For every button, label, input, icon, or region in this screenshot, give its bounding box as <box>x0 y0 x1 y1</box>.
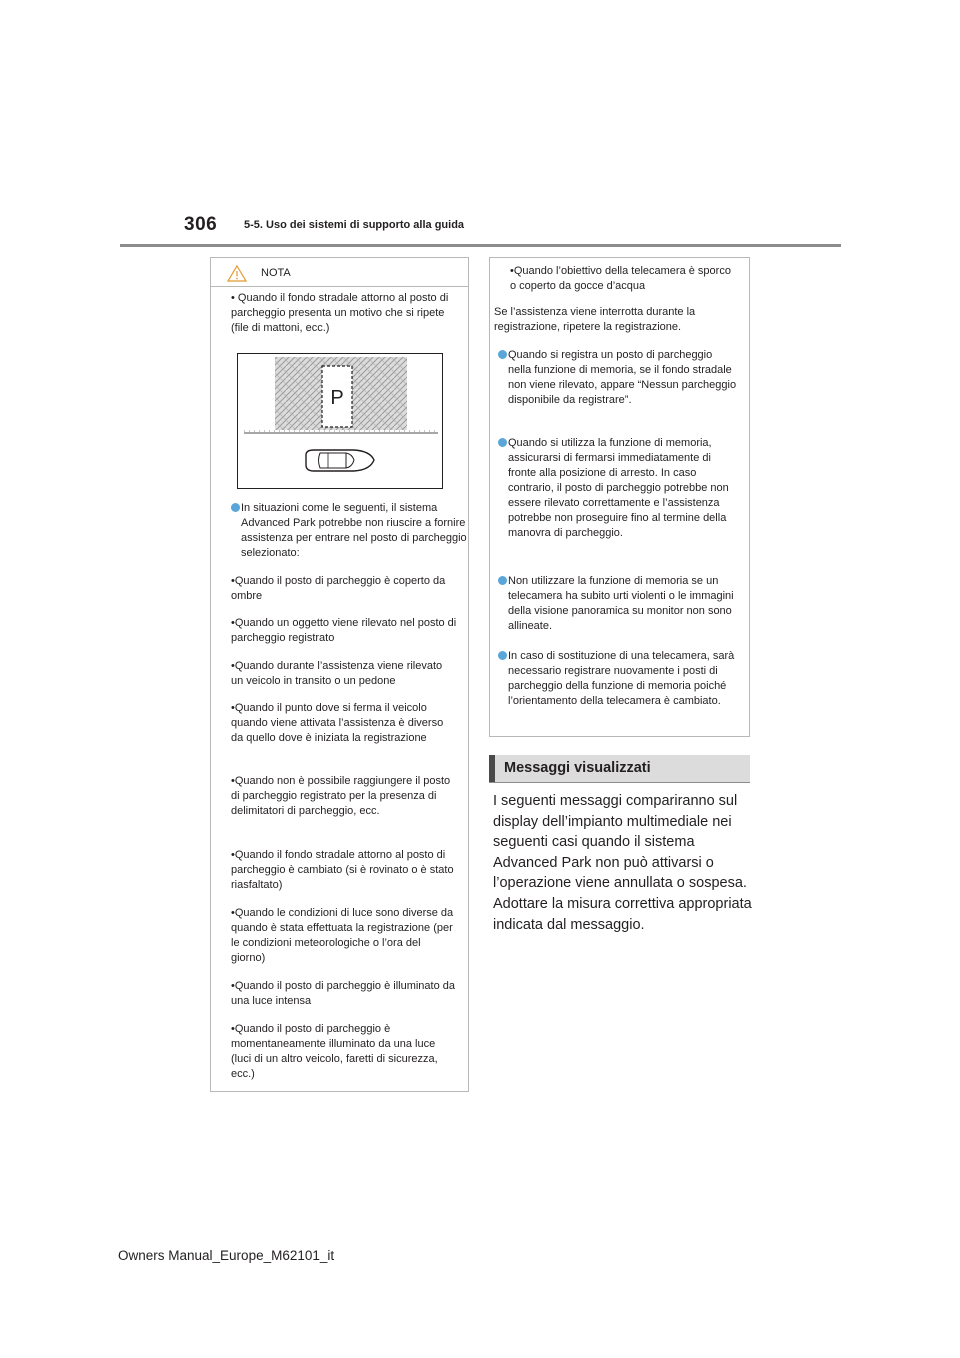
bullet-text: Quando il fondo stradale attorno al posto di parcheggio presenta un motivo che si ripete (file di mattoni, ecc.) <box>231 292 449 334</box>
situation-item: •Quando il posto di parcheggio è illuminato da una luce intensa <box>231 980 456 1007</box>
situation-item: •Quando non è possibile raggiungere il posto di parcheggio registrato per la presenza di delimitatori di parcheggio, ecc. <box>231 775 451 817</box>
messages-heading-label: Messaggi visualizzati <box>504 760 651 776</box>
lens-bullet: •Quando l’obiettivo della telecamera è sporco o coperto da gocce d’acqua <box>510 265 731 292</box>
situation-item: •Quando il punto dove si ferma il veicolo quando viene attivata l’assistenza è diverso da quello dove è iniziata la registrazione <box>231 702 444 744</box>
nota-bullet-repeating-pattern <box>215 291 457 336</box>
footer-text: Owners Manual_Europe_M62101_it <box>118 1248 335 1263</box>
situation-item: •Quando durante l’assistenza viene rilevato un veicolo in transito o un pedone <box>231 660 443 687</box>
situation-item: •Quando il fondo stradale attorno al posto di parcheggio è cambiato (si è rovinato o è stato riasfaltato) <box>231 849 454 891</box>
parking-letter: P <box>330 387 344 409</box>
memory-point: Non utilizzare la funzione di memoria se un telecamera ha subito urti violenti o le immagini della visione panoramica su monitor non sono allineate. <box>494 574 738 634</box>
bullet-dot-icon <box>498 651 507 660</box>
nota-continued-box <box>489 257 750 737</box>
parking-pattern-figure <box>237 353 443 489</box>
section-title: 5-5. Uso dei sistemi di supporto alla guida <box>244 219 465 231</box>
nota-label: NOTA <box>261 267 291 279</box>
situations-intro-text: In situazioni come le seguenti, il sistema Advanced Park potrebbe non riuscire a fornire assistenza per entrare nel posto di parcheggio selezionato: <box>241 502 467 559</box>
bullet-dot-icon <box>231 503 240 512</box>
nota-box <box>210 257 469 1092</box>
situation-item: •Quando il posto di parcheggio è coperto da ombre <box>231 575 446 602</box>
bullet-mark: • <box>231 292 235 304</box>
situation-item: •Quando le condizioni di luce sono diverse da quando è stata effettuata la registrazione (per le condizioni meteorologiche o l’ora del giorno) <box>231 907 454 964</box>
situation-item: •Quando un oggetto viene rilevato nel posto di parcheggio registrato <box>231 617 457 644</box>
bullet-dot-icon <box>498 576 507 585</box>
warning-icon <box>227 265 247 282</box>
header-rule <box>120 244 841 247</box>
memory-point: In caso di sostituzione di una telecamera, sarà necessario registrare nuovamente i posti di parcheggio della funzione di memoria poiché l’orientamento della telecamera è cambiato. <box>494 649 738 709</box>
parking-pattern-illustration <box>238 354 443 489</box>
memory-point: Quando si registra un posto di parcheggio nella funzione di memoria, se il fondo stradale non viene rilevato, appare “Nessun parcheggio disponibile da registrare”. <box>494 348 738 408</box>
messages-body: I seguenti messaggi compariranno sul display dell’impianto multimediale nei seguenti casi quando il sistema Advanced Park non può attivarsi o l’operazione viene annullata o sospesa. Adottare la misura correttiva appropriata indicata dal messaggio. <box>493 793 752 933</box>
interrupt-note: Se l’assistenza viene interrotta durante la registrazione, ripetere la registrazione. <box>494 306 696 333</box>
page-number: 306 <box>184 214 218 235</box>
memory-point: Quando si utilizza la funzione di memoria, assicurarsi di fermarsi immediatamente di fronte alla posizione di arresto. In caso contrario, il posto di parcheggio potrebbe non essere rilevato correttamente e l’assistenza potrebbe non proseguire fino al termine della manovra di parcheggio. <box>494 436 738 541</box>
messages-heading <box>489 755 750 783</box>
nota-header <box>211 258 468 287</box>
bullet-dot-icon <box>498 438 507 447</box>
situation-item: •Quando il posto di parcheggio è momentaneamente illuminato da una luce (luci di un altro veicolo, faretti di sicurezza, ecc.) <box>231 1023 438 1080</box>
car-icon <box>306 450 374 471</box>
bullet-dot-icon <box>498 350 507 359</box>
situations-intro <box>227 501 469 561</box>
heading-accent-bar <box>489 755 495 782</box>
